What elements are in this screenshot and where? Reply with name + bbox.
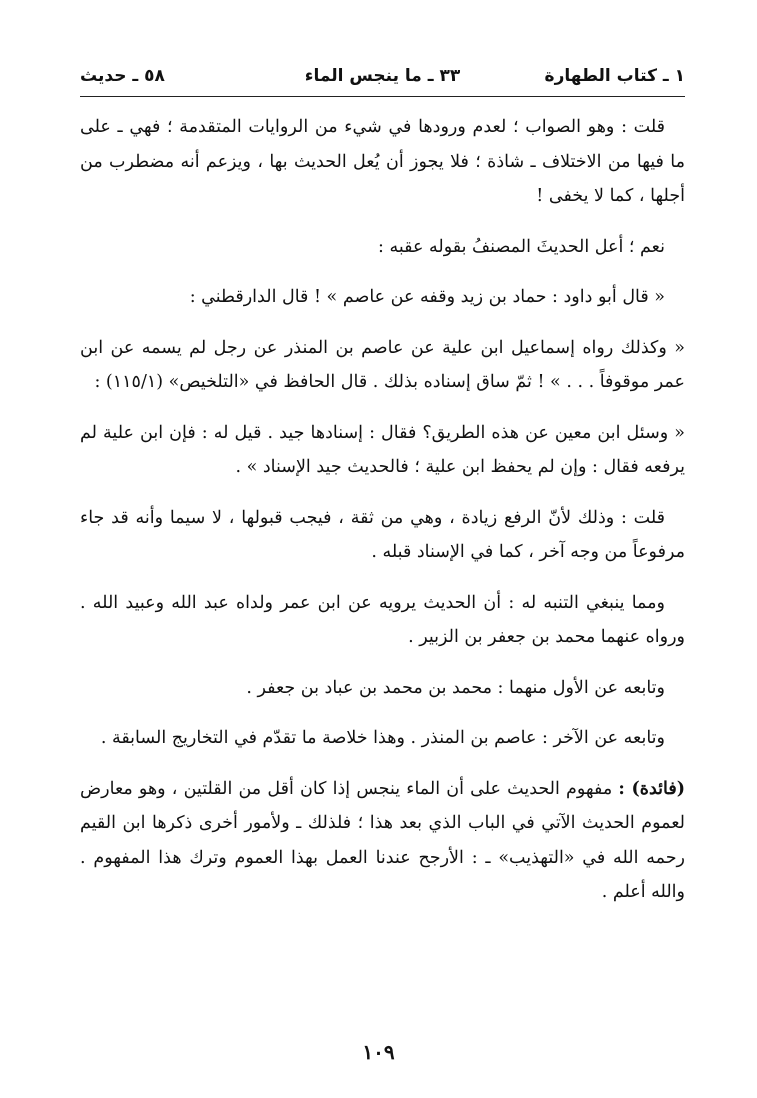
paragraph-2: نعم ؛ أعل الحديثَ المصنفُ بقوله عقبه : xyxy=(378,236,665,257)
paragraph-8: وتابعه عن الأول منهما : محمد بن محمد بن عباد بن جعفر . xyxy=(246,677,665,698)
running-head xyxy=(80,60,685,97)
paragraph-3: « قال أبو داود : حماد بن زيد وقفه عن عاصم » ! قال الدارقطني : xyxy=(189,287,665,307)
paragraph-7: ومما ينبغي التنبه له : أن الحديث يرويه عن ابن عمر ولداه عبد الله وعبيد الله . ورواه عنهما محمد بن جعفر بن الزبير . xyxy=(80,592,685,647)
benefit-paragraph xyxy=(80,772,685,910)
paragraph-5: « وسئل ابن معين عن هذه الطريق؟ فقال : إسنادها جيد . قيل له : فإن ابن علية لم يرفعه فقال : وإن لم يحفظ ابن علية ؛ فالحديث جيد الإسناد » . xyxy=(80,422,685,477)
benefit-text: مفهوم الحديث على أن الماء ينجس إذا كان أقل من القلتين ، وهو معارض لعموم الحديث الآتي في الباب الذي بعد هذا ؛ فلذلك ـ ولأمور أخرى ذكرها ابن القيم رحمه الله في «التهذيب» ـ : الأرجح عندنا العمل بهذا العموم وترك هذا المفهوم . والله أعلم . xyxy=(80,778,685,902)
benefit-label: (فائدة) : xyxy=(618,778,685,799)
paragraph-1: قلت : وهو الصواب ؛ لعدم ورودها في شيء من الروايات المتقدمة ؛ فهي ـ على ما فيها من الاختلاف ـ شاذة ؛ فلا يجوز أن يُعل الحديث بها ، ويزعم أنه مضطرب من أجلها ، كما لا يخفى ! xyxy=(80,117,685,206)
page-number: ١٠٩ xyxy=(362,1040,395,1064)
chapter-title: ١ ـ كتاب الطهارة xyxy=(544,66,685,86)
paragraph-6: قلت : وذلك لأنّ الرفع زيادة ، وهي من ثقة ، فيجب قبولها ، لا سيما وأنه قد جاء مرفوعاً من وجه آخر ، كما في الإسناد قبله . xyxy=(80,507,685,562)
hadith-number: ٥٨ ـ حديث xyxy=(80,66,165,86)
paragraph-9: وتابعه عن الآخر : عاصم بن المنذر . وهذا خلاصة ما تقدّم في التخاريج السابقة . xyxy=(100,728,665,748)
paragraph-4: « وكذلك رواه إسماعيل ابن علية عن عاصم بن المنذر عن رجل لم يسمه عن ابن عمر موقوفاً . . . » ! ثمّ ساق إسناده بذلك . قال الحافظ في «التلخيص» (١١٥/١) : xyxy=(80,337,685,392)
section-title: ٣٣ ـ ما ينجس الماء xyxy=(304,66,461,86)
body-text xyxy=(80,110,685,926)
